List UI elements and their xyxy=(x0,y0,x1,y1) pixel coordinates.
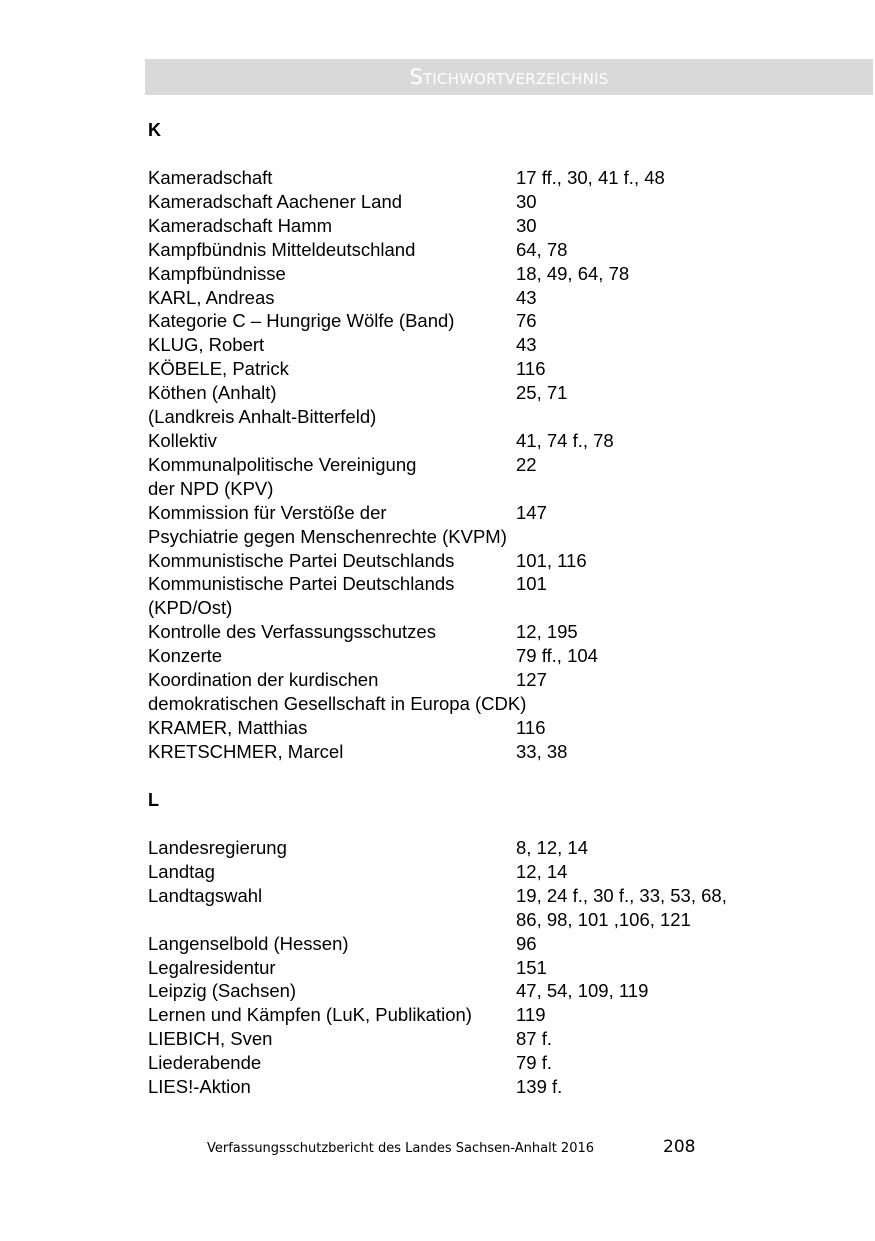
entry-term: Kommission für Verstöße der xyxy=(148,501,387,523)
index-entry xyxy=(148,956,848,980)
entry-pages: 43 xyxy=(516,286,537,308)
index-entry xyxy=(148,190,848,214)
index-entry xyxy=(148,932,848,956)
section-letter: K xyxy=(148,120,161,140)
entry-term: KRAMER, Matthias xyxy=(148,716,308,738)
index-entry xyxy=(148,884,848,908)
entry-pages: 30 xyxy=(516,214,537,236)
entry-term: Konzerte xyxy=(148,645,223,667)
index-entry xyxy=(148,214,848,238)
index-entry xyxy=(148,381,848,405)
index-entry xyxy=(148,238,848,262)
index-entry xyxy=(148,429,848,453)
entry-term: Köthen (Anhalt) xyxy=(148,382,277,404)
entry-term-continuation: Psychiatrie gegen Menschenrechte (KVPM) xyxy=(148,525,507,547)
entry-term: KRETSCHMER, Marcel xyxy=(148,740,344,762)
entry-term: Langenselbold (Hessen) xyxy=(148,932,349,954)
index-entry xyxy=(148,501,848,525)
index-entry xyxy=(148,572,848,596)
index-entries xyxy=(148,836,848,1099)
index-entry xyxy=(148,668,848,692)
entry-pages: 87 f. xyxy=(516,1028,552,1050)
entry-term: Landtagswahl xyxy=(148,884,263,906)
index-entry xyxy=(148,716,848,740)
index-entry xyxy=(148,262,848,286)
entry-pages: 18, 49, 64, 78 xyxy=(516,262,630,284)
entry-term: Landtag xyxy=(148,860,215,882)
entry-term: Kontrolle des Verfassungsschutzes xyxy=(148,621,436,643)
section-letter: L xyxy=(148,790,159,810)
index-entry xyxy=(148,860,848,884)
entry-term: LIES!-Aktion xyxy=(148,1076,251,1098)
entry-term: Kameradschaft xyxy=(148,167,273,188)
entry-term: Kameradschaft Hamm xyxy=(148,214,333,236)
entry-term: Kameradschaft Aachener Land xyxy=(148,190,403,212)
index-entry xyxy=(148,836,848,860)
entry-pages: 19, 24 f., 30 f., 33, 53, 68, xyxy=(516,884,727,906)
entry-term: LIEBICH, Sven xyxy=(148,1028,273,1050)
entry-term: Kommunalpolitische Vereinigung xyxy=(148,453,417,475)
entry-pages: 25, 71 xyxy=(516,382,568,404)
entry-pages-continuation: 86, 98, 101 ,106, 121 xyxy=(516,908,691,930)
entry-term-continuation: (Landkreis Anhalt-Bitterfeld) xyxy=(148,406,377,428)
index-entry xyxy=(148,1051,848,1075)
entry-pages: 116 xyxy=(516,358,546,380)
index-entry xyxy=(148,740,848,764)
index-entry xyxy=(148,333,848,357)
entry-pages: 101, 116 xyxy=(516,549,587,571)
index-entry xyxy=(148,644,848,668)
entry-term: Liederabende xyxy=(148,1052,262,1074)
index-entry xyxy=(148,309,848,333)
entry-pages: 79 f. xyxy=(516,1052,552,1074)
index-entry xyxy=(148,166,848,190)
entry-pages: 127 xyxy=(516,669,547,691)
entry-pages: 30 xyxy=(516,190,537,212)
entry-pages: 79 ff., 104 xyxy=(516,645,598,667)
entry-term: Kollektiv xyxy=(148,429,217,451)
entry-pages: 12, 195 xyxy=(516,621,578,643)
entry-pages: 76 xyxy=(516,310,537,332)
footer-text: Verfassungsschutzbericht des Landes Sachsen-Anhalt 2016 xyxy=(207,1141,595,1156)
entry-term: KLUG, Robert xyxy=(148,334,265,356)
entry-term: Kategorie C – Hungrige Wölfe (Band) xyxy=(148,310,455,332)
entry-term-continuation: demokratischen Gesellschaft in Europa (CDK) xyxy=(148,692,527,714)
entry-pages: 33, 38 xyxy=(516,740,568,762)
entry-pages: 64, 78 xyxy=(516,238,568,260)
entry-pages: 119 xyxy=(516,1004,546,1026)
index-section-l xyxy=(148,788,848,1099)
entry-pages: 139 f. xyxy=(516,1076,563,1098)
index-entry xyxy=(148,453,848,477)
header-bar xyxy=(145,59,873,95)
entry-term-continuation: (KPD/Ost) xyxy=(148,597,233,619)
page-number: 208 xyxy=(663,1137,696,1157)
entry-term: Kampfbündnisse xyxy=(148,262,286,284)
entry-pages: 22 xyxy=(516,453,537,475)
entry-term: Kommunistische Partei Deutschlands xyxy=(148,573,455,595)
entry-term: KÖBELE, Patrick xyxy=(148,358,289,380)
index-entry xyxy=(148,620,848,644)
entry-pages: 43 xyxy=(516,334,537,356)
entry-pages: 47, 54, 109, 119 xyxy=(516,980,649,1002)
index-entry xyxy=(148,286,848,310)
index-entry xyxy=(148,1003,848,1027)
entry-pages: 17 ff., 30, 41 f., 48 xyxy=(516,167,665,188)
entry-pages: 8, 12, 14 xyxy=(516,837,589,858)
entry-pages: 12, 14 xyxy=(516,860,568,882)
page-title: Stichwortverzeichnis xyxy=(409,65,609,89)
entry-pages: 41, 74 f., 78 xyxy=(516,429,614,451)
page-footer xyxy=(0,1137,875,1161)
index-entry xyxy=(148,979,848,1003)
index-entry xyxy=(148,1027,848,1051)
entry-term: Leipzig (Sachsen) xyxy=(148,980,297,1002)
entry-pages: 101 xyxy=(516,573,547,595)
entry-pages: 116 xyxy=(516,716,546,738)
index-entry xyxy=(148,549,848,573)
index-section-k xyxy=(148,118,848,764)
entry-pages: 147 xyxy=(516,501,547,523)
entry-term: Legalresidentur xyxy=(148,956,276,978)
entry-term: Landesregierung xyxy=(148,837,287,858)
entry-term: Kampfbündnis Mitteldeutschland xyxy=(148,238,416,260)
entry-term: Lernen und Kämpfen (LuK, Publikation) xyxy=(148,1004,472,1026)
index-entries xyxy=(148,166,848,764)
entry-term: KARL, Andreas xyxy=(148,286,275,308)
index-entry xyxy=(148,1075,848,1099)
entry-term: Koordination der kurdischen xyxy=(148,669,379,691)
entry-pages: 96 xyxy=(516,932,537,954)
entry-term-continuation: der NPD (KPV) xyxy=(148,477,274,499)
entry-term: Kommunistische Partei Deutschlands xyxy=(148,549,455,571)
entry-pages: 151 xyxy=(516,956,547,978)
index-entry xyxy=(148,357,848,381)
